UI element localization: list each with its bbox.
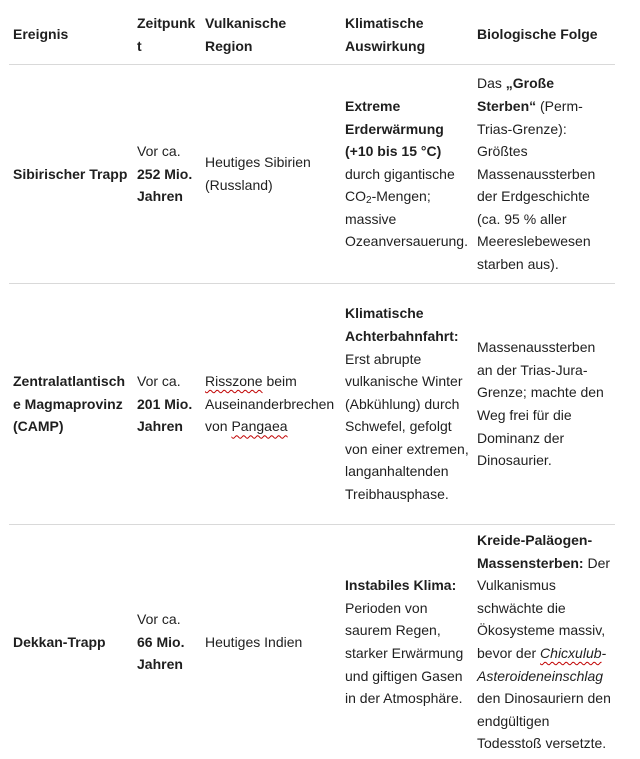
impact-cell (341, 284, 473, 525)
event-cell: Sibirischer Trapp (9, 65, 133, 284)
header-event: Ereignis (9, 6, 133, 65)
impact-cell (341, 525, 473, 759)
event-cell: Dekkan-Trapp (9, 525, 133, 759)
consequence-highlight: „Große Sterben“ (477, 75, 554, 114)
region-cell: Heutiges Indien (201, 525, 341, 759)
events-table (9, 6, 615, 759)
impact-text-2: -Mengen; massive Ozeanversauerung. (345, 188, 468, 249)
time-cell (133, 284, 201, 525)
impact-text: Erst abrupte vulkanische Winter (Abkühlung) durch Schwefel, gefolgt von einer extremen, langanhaltenden Treibhausphase. (345, 351, 469, 503)
header-time: Zeitpunkt (133, 6, 201, 65)
impact-highlight: Extreme Erderwärmung (+10 bis 15 °C) (345, 98, 444, 159)
region-cell (201, 284, 341, 525)
impact-text: Perioden von saurem Regen, starker Erwärmung und giftigen Gasen in der Atmosphäre. (345, 600, 463, 706)
time-prefix: Vor ca. (137, 143, 181, 159)
header-impact: Klimatische Auswirkung (341, 6, 473, 65)
time-cell (133, 65, 201, 284)
region-text: beim Auseinanderbrechen von (205, 373, 334, 434)
header-row (9, 6, 615, 65)
consequence-italic: -Asteroideneinschlag (477, 645, 606, 684)
time-value: 201 Mio. Jahren (137, 396, 192, 435)
time-value: 252 Mio. Jahren (137, 166, 192, 205)
spellcheck-word[interactable]: Chicxulub (540, 645, 601, 661)
header-region: Vulkanische Region (201, 6, 341, 65)
consequence-text: (Perm-Trias-Grenze): Größtes Massenaussterben der Erdgeschichte (ca. 95 % aller Meereslebewesen starben aus). (477, 98, 595, 272)
impact-highlight: Klimatische Achterbahnfahrt: (345, 305, 459, 344)
time-value: 66 Mio. Jahren (137, 634, 184, 673)
consequence-text: Der Vulkanismus schwächte die Ökosysteme massiv, bevor der (477, 555, 610, 661)
consequence-highlight: Kreide-Paläogen-Massensterben: (477, 532, 592, 571)
impact-highlight: Instabiles Klima: (345, 577, 456, 593)
consequence-prefix: Das (477, 75, 506, 91)
impact-cell (341, 65, 473, 284)
impact-text: durch gigantische CO (345, 166, 455, 205)
impact-subscript: 2 (366, 195, 372, 206)
consequence-cell: Massenaussterben an der Trias-Jura-Grenze; machte den Weg frei für die Dominanz der Dinosaurier. (473, 284, 615, 525)
time-prefix: Vor ca. (137, 611, 181, 627)
table-row (9, 284, 615, 525)
consequence-text-2: den Dinosauriern den endgültigen Todesstoß versetzte. (477, 690, 611, 751)
header-consequence: Biologische Folge (473, 6, 615, 65)
table-row (9, 525, 615, 759)
event-cell: Zentralatlantische Magmaprovinz (CAMP) (9, 284, 133, 525)
spellcheck-word[interactable]: Risszone (205, 373, 263, 389)
time-prefix: Vor ca. (137, 373, 181, 389)
consequence-cell (473, 65, 615, 284)
consequence-cell (473, 525, 615, 759)
table-row (9, 65, 615, 284)
region-cell: Heutiges Sibirien (Russland) (201, 65, 341, 284)
time-cell (133, 525, 201, 759)
spellcheck-word[interactable]: Pangaea (231, 418, 287, 434)
